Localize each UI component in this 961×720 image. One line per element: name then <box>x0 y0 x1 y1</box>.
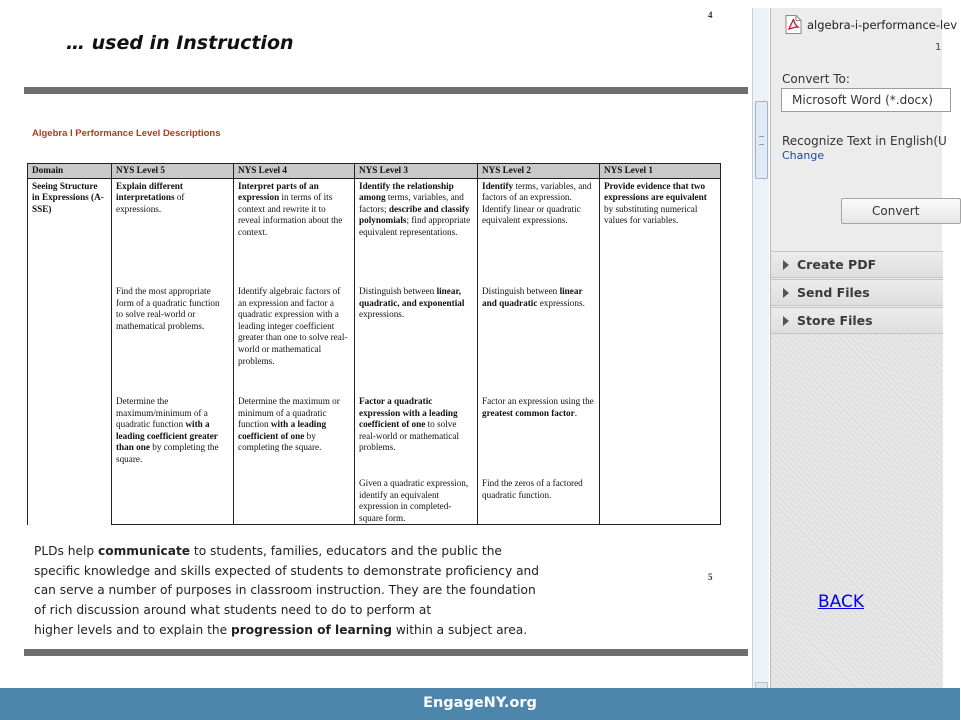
column-header-level1: NYS Level 1 <box>600 164 721 179</box>
format-select[interactable]: Microsoft Word (*.docx) <box>781 88 951 112</box>
description-line: specific knowledge and skills expected of students to demonstrate proficiency and <box>34 563 539 578</box>
description-line: PLDs help communicate to students, families, educators and the public the <box>34 544 502 558</box>
table-cell: Given a quadratic expression, identify an equivalent expression in completed-square form. <box>355 476 478 525</box>
page-number-bottom: 5 <box>708 572 713 582</box>
convert-to-label: Convert To: <box>782 72 850 86</box>
description-line: can serve a number of purposes in classroom instruction. They are the foundation <box>34 583 536 598</box>
table-cell <box>234 476 355 525</box>
table-cell: Distinguish between linear and quadratic expressions. <box>478 284 600 394</box>
footer: EngageNY.org <box>0 688 960 720</box>
expand-arrow-icon <box>783 288 789 298</box>
description-line: of rich discussion around what students need to do to perform at <box>34 603 432 618</box>
table-row <box>28 178 721 284</box>
send-files-section[interactable] <box>771 279 943 306</box>
table-cell: Identify terms, variables, and factors of an expression. Identify linear or quadratic equivalent expressions. <box>478 178 600 284</box>
table-header-row <box>28 164 721 179</box>
page-number-top: 4 <box>708 10 713 20</box>
table-cell <box>112 476 234 525</box>
table-row <box>28 394 721 476</box>
expand-arrow-icon <box>783 260 789 270</box>
slide-title: … used in Instruction <box>66 32 294 54</box>
table-cell: Factor an expression using the greatest common factor. <box>478 394 600 476</box>
back-link[interactable]: BACK <box>818 592 865 612</box>
column-header-level2: NYS Level 2 <box>478 164 600 179</box>
pld-table <box>27 163 721 525</box>
change-language-link[interactable]: Change <box>782 149 825 162</box>
table-cell: Factor a quadratic expression with a leading coefficient of one to solve real-world or mathematical problems. <box>355 394 478 476</box>
scrollbar-thumb[interactable] <box>755 101 768 179</box>
table-cell: Identify the relationship among terms, variables, and factors; describe and classify polynomials; find appropriate equivalent representations. <box>355 178 478 284</box>
pld-description <box>34 542 594 641</box>
table-cell <box>600 394 721 476</box>
table-cell: Find the zeros of a factored quadratic function. <box>478 476 600 525</box>
file-name: algebra-i-performance-lev <box>807 17 958 32</box>
grip-icon <box>759 136 764 145</box>
table-row <box>28 284 721 394</box>
column-header-level4: NYS Level 4 <box>234 164 355 179</box>
table-cell: Explain different interpretations of expressions. <box>112 178 234 284</box>
recognize-text-label: Recognize Text in English(U <box>782 134 947 148</box>
page-separator-bottom <box>24 649 748 656</box>
column-header-domain: Domain <box>28 164 112 179</box>
section-label: Store Files <box>797 313 873 328</box>
selected-file[interactable] <box>785 15 957 34</box>
table-cell: Distinguish between linear, quadratic, and exponential expressions. <box>355 284 478 394</box>
section-label: Create PDF <box>797 257 877 272</box>
table-cell: Provide evidence that two expressions are equivalent by substituting numerical values for variables. <box>600 178 721 284</box>
description-line: higher levels and to explain the progression of learning within a subject area. <box>34 622 528 637</box>
page-separator-top <box>24 87 748 94</box>
table-cell <box>600 284 721 394</box>
document-scrollbar[interactable] <box>752 8 769 688</box>
table-cell: Find the most appropriate form of a quadratic function to solve real-world or mathematical problems. <box>112 284 234 394</box>
table-cell: Interpret parts of an expression in terms of its context and rewrite it to reveal information about the context. <box>234 178 355 284</box>
pdf-file-icon <box>785 15 802 34</box>
task-pane <box>770 8 958 688</box>
table-row <box>28 476 721 525</box>
create-pdf-section[interactable] <box>771 251 943 278</box>
pane-empty-area <box>771 334 943 688</box>
domain-cell: Seeing Structure in Expressions (A-SSE) <box>28 178 112 525</box>
column-header-level3: NYS Level 3 <box>355 164 478 179</box>
table-cell: Identify algebraic factors of an expression and factor a quadratic expression with a leading integer coefficient greater than one to solve real-world or mathematical problems. <box>234 284 355 394</box>
file-count: 1 <box>935 42 942 53</box>
pld-heading: Algebra I Performance Level Descriptions <box>32 128 221 139</box>
column-header-level5: NYS Level 5 <box>112 164 234 179</box>
section-label: Send Files <box>797 285 870 300</box>
table-cell <box>600 476 721 525</box>
convert-button[interactable]: Convert <box>841 198 961 224</box>
expand-arrow-icon <box>783 316 789 326</box>
table-cell: Determine the maximum/minimum of a quadratic function with a leading coefficient greater than one by completing the square. <box>112 394 234 476</box>
store-files-section[interactable] <box>771 307 943 334</box>
table-cell: Determine the maximum or minimum of a quadratic function with a leading coefficient of one by completing the square. <box>234 394 355 476</box>
